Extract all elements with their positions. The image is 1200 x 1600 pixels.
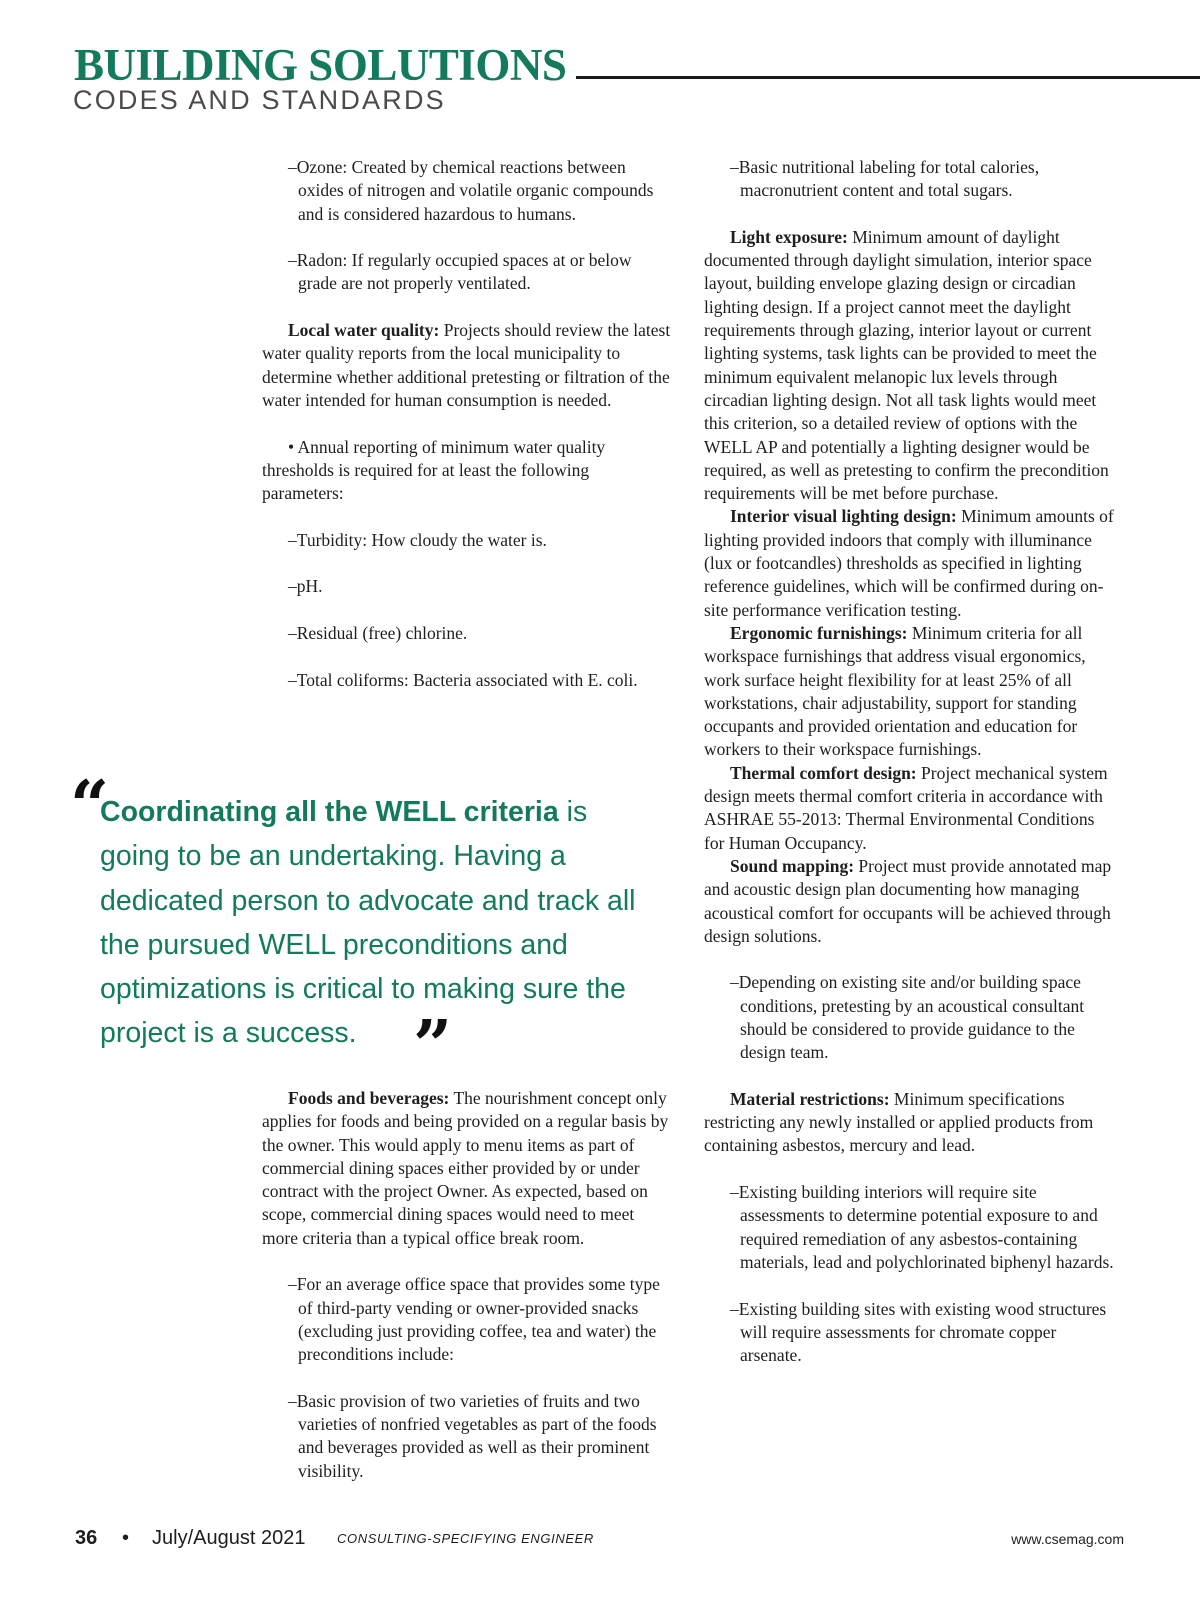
ozone-item: –Ozone: Created by chemical reactions between oxides of nitrogen and volatile organic compounds and is considered hazardous to humans. [288,157,654,224]
footer-bullet: • [122,1527,130,1549]
close-quote-mark: ” [413,1006,453,1086]
visual-lighting-paragraph [704,505,1114,621]
open-quote-mark: “ [70,766,110,846]
issue-date: July/August 2021 [152,1527,306,1549]
pull-quote-text: is going to be an undertaking. Having a dedicated person to advocate and track all the pursued WELL preconditions and optimizations is critical to making sure the project is a success. [100,796,636,1050]
website-url[interactable]: www.csemag.com [1011,1531,1124,1547]
ergonomic-text: Minimum criteria for all workspace furnishings that address visual ergonomics, work surface height flexibility for at least 25% of all workstations, chair adjustability, support for standing occupants and provided orientation and education for workers to their workspace furnishings. [704,622,1086,760]
foods-paragraph [262,1087,672,1250]
right-column [704,156,1114,1367]
office-snacks-item: –For an average office space that provides some type of third-party vending or owner-provided snacks (excluding just providing coffee, tea and water) the preconditions include: [288,1274,660,1365]
light-exposure-lead: Light exposure: [730,226,848,247]
sound-lead: Sound mapping: [730,855,855,876]
sound-paragraph [704,855,1114,948]
material-paragraph [704,1088,1114,1158]
ergonomic-paragraph [704,622,1114,762]
left-column-bottom [262,1087,672,1483]
water-quality-lead: Local water quality: [288,320,440,341]
left-column-top [262,156,672,692]
foods-text: The nourishment concept only applies for foods and being provided on a regular basis by the owner. This would apply to menu items as part of commercial dining spaces either provided by or under contract with the project Owner. As expected, based on scope, commercial dining spaces would need to meet more criteria than a typical office break room. [262,1088,669,1248]
visual-lighting-text: Minimum amounts of lighting provided indoors that comply with illuminance (lux or footcandles) thresholds as specified in lighting reference guidelines, which will be confirmed during on-site performance verification testing. [704,506,1114,620]
page-number: 36 [75,1527,98,1549]
water-quality-paragraph [262,319,672,412]
water-quality-text: Projects should review the latest water quality reports from the local municipality to determine whether additional pretesting or filtration of the water intended for human consumption is needed. [262,320,671,410]
section-subtitle: CODES AND STANDARDS [73,85,446,115]
thermal-text: Project mechanical system design meets thermal comfort criteria in accordance with ASHRAE 55-2013: Thermal Environmental Conditions for Human Occupancy. [704,762,1108,853]
material-lead: Material restrictions: [730,1088,890,1109]
material-text: Minimum specifications restricting any newly installed or applied products from containing asbestos, mercury and lead. [704,1088,1094,1156]
fruits-vegetables-item: –Basic provision of two varieties of fruits and two varieties of nonfried vegetables as part of the foods and beverages provided as well as their prominent visibility. [288,1390,657,1481]
ph-item: –pH. [288,576,323,597]
acoustic-item: –Depending on existing site and/or building space conditions, pretesting by an acoustical consultant should be considered to provide guidance to the design team. [730,972,1085,1063]
chlorine-item: –Residual (free) chlorine. [288,622,468,643]
radon-item: –Radon: If regularly occupied spaces at or below grade are not properly ventilated. [288,250,632,294]
ergonomic-lead: Ergonomic furnishings: [730,622,908,643]
coliforms-item: –Total coliforms: Bacteria associated with E. coli. [288,669,638,690]
light-exposure-text: Minimum amount of daylight documented through daylight simulation, interior space layout, building envelope glazing design or circadian lighting design. If a project cannot meet the daylight requirements through glazing, interior layout or current lighting systems, task lights can be provided to meet the minimum equivalent melanopic lux levels through circadian lighting design. Not all task lights would meet this criterion, so a detailed review of options with the WELL AP and potentially a lighting designer would be required, as well as pretesting to confirm the precondition requirements will be met before purchase. [704,226,1109,504]
thermal-lead: Thermal comfort design: [730,762,917,783]
sound-text: Project must provide annotated map and acoustic design plan documenting how managing acoustical comfort for occupants will be achieved through design solutions. [704,855,1112,946]
nutrition-item: –Basic nutritional labeling for total calories, macronutrient content and total sugars. [730,157,1040,201]
turbidity-item: –Turbidity: How cloudy the water is. [288,529,547,550]
section-title: BUILDING SOLUTIONS [74,40,567,90]
annual-reporting-bullet: • Annual reporting of minimum water quality thresholds is required for at least the following parameters: [262,436,606,504]
light-exposure-paragraph [704,226,1114,506]
thermal-paragraph [704,762,1114,855]
pull-quote [100,790,660,1056]
pull-quote-highlight: Coordinating all the WELL criteria [100,796,559,828]
interiors-item: –Existing building interiors will require site assessments to determine potential exposure to and required remediation of any asbestos-containing materials, lead and polychlorinated biphenyl hazards. [730,1182,1114,1272]
wood-item: –Existing building sites with existing wood structures will require assessments for chromate copper arsenate. [730,1298,1107,1366]
visual-lighting-lead: Interior visual lighting design: [730,506,957,527]
title-rule [576,76,1200,79]
foods-lead: Foods and beverages: [288,1088,450,1108]
publication-name: CONSULTING-SPECIFYING ENGINEER [337,1531,594,1546]
